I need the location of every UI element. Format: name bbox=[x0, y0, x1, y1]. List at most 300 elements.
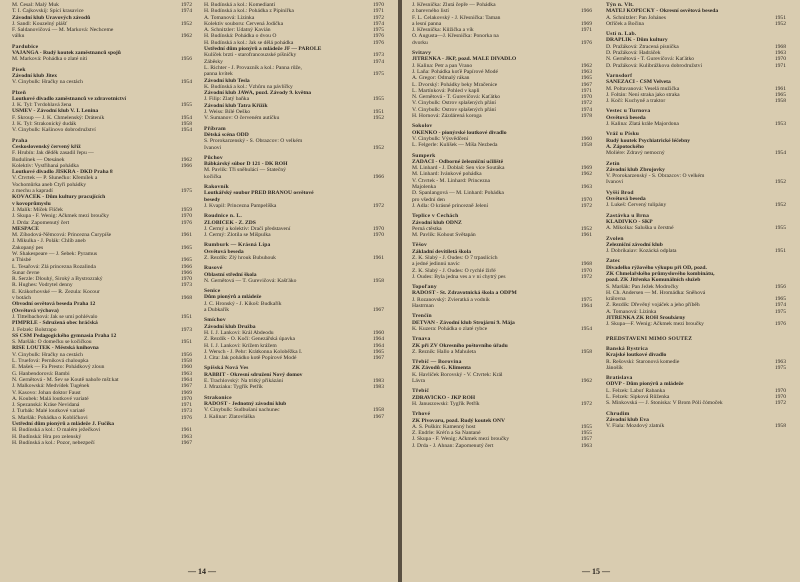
entry-text: S. Maršák: Pan Ježek Modročky bbox=[606, 283, 679, 290]
entry-year: 1955 bbox=[372, 96, 384, 103]
entry-text: T. I. Čajkovskij: Spící krasavice bbox=[12, 8, 84, 15]
entry-text: Závodní klub Uravových závodů bbox=[12, 14, 91, 21]
entry-year: 1970 bbox=[180, 213, 192, 220]
entry-text: besedy bbox=[204, 196, 221, 203]
entry-year: 1962 bbox=[580, 62, 592, 69]
entry-text: J. C. Hronský - J. Kikoš: Budkařík bbox=[204, 300, 282, 307]
entry-text: Dětská scéna ODD bbox=[204, 131, 249, 138]
entry-text: R. Šerzle: Dlouhý, Široký a Bystrozraký bbox=[12, 276, 103, 283]
entry-text: S. Maršák: O domečku se kočičkou bbox=[12, 339, 92, 346]
entry-year: 1951 bbox=[180, 339, 192, 346]
entry-text: Základní devítiletá škola bbox=[412, 248, 472, 255]
entry-text: Roudnice n. L. bbox=[204, 213, 242, 220]
entry-text: M. Linhard: Ivánkové pohádka bbox=[412, 171, 482, 178]
entry-year: 1975 bbox=[372, 27, 384, 34]
entry-text: J. Čermý a kolektiv: Dračí představení bbox=[204, 225, 291, 232]
entry-year: 1972 bbox=[180, 2, 192, 8]
entry-text: D. Spanlangová — M. Linhard: Pohádka bbox=[412, 190, 504, 197]
entry-year: 1965 bbox=[774, 296, 786, 303]
entry-year: 1958 bbox=[774, 423, 786, 430]
entry-text: kočička bbox=[204, 173, 222, 180]
entry-text: Závodní klub Eva bbox=[606, 416, 649, 423]
entry-text: a Dubkařík bbox=[204, 307, 230, 314]
entry-text: J. Kalina: Zlatá krále Majordona bbox=[606, 121, 679, 128]
entry-year: 1955 bbox=[774, 225, 786, 232]
entry-text: válku bbox=[12, 33, 25, 40]
entry-text: J. Cita: Jak pohádko kotě Popírové Modé bbox=[204, 355, 297, 362]
entry-year: 1976 bbox=[372, 33, 384, 40]
entry-text: Majolenka bbox=[412, 184, 436, 191]
entry-text: Závodní klub ODNZ bbox=[412, 219, 462, 226]
entry-text: ZK při ZV Okresního poštovního úřadu bbox=[412, 342, 508, 349]
entry-text: Vestec u Turnova bbox=[606, 108, 651, 115]
entry-text: Strakonice bbox=[204, 394, 232, 401]
entry-year: 1973 bbox=[180, 282, 192, 289]
entry-text: Ústřední dům pionýrů a mládeže J. Fučíka bbox=[12, 421, 115, 427]
entry-text: v kovoprůmyslu bbox=[12, 200, 51, 207]
entry-text: J. Malík: Míček Flíček bbox=[12, 206, 63, 213]
entry-text: J. Skupa - F. Wenig: Ačkmek mezi broučky bbox=[412, 436, 510, 443]
entry-text: Banská Bystrica bbox=[606, 345, 649, 352]
entry-year: 1967 bbox=[180, 439, 192, 446]
entry-text: J. Kočí: Kuchyně a traktor bbox=[606, 98, 666, 105]
entry-text: Závodní klub JAWA, pozd. Závody 9. května bbox=[204, 90, 312, 97]
entry-text: K. Havlíček Borovský - V. Čtvrtek: Král bbox=[412, 371, 503, 378]
entry-year: 1958 bbox=[580, 348, 592, 355]
entry-year: 1973 bbox=[180, 408, 192, 415]
entry-year: 1952 bbox=[774, 202, 786, 209]
entry-text: Chrudim bbox=[606, 410, 630, 417]
entry-text: Senice bbox=[204, 288, 221, 295]
left-column-2 bbox=[204, 2, 384, 420]
entry-year: 1952 bbox=[180, 20, 192, 27]
entry-year: 1952 bbox=[372, 115, 384, 122]
right-column-1 bbox=[412, 2, 592, 449]
entry-text: Moliére: Zdravý nemocný bbox=[606, 150, 665, 157]
entry-text: Hastrman bbox=[412, 303, 434, 310]
entry-year: 1966 bbox=[180, 269, 192, 276]
entry-text: Topoľany bbox=[412, 284, 437, 291]
entry-year: 1966 bbox=[180, 162, 192, 169]
entry-text: J. Turbák: Malé loutkové variaté bbox=[12, 408, 85, 415]
entry-year: 1956 bbox=[774, 283, 786, 290]
entry-text: A. Mikolka: Saluška u čerstné bbox=[606, 225, 674, 232]
entry-year: 1952 bbox=[372, 144, 384, 151]
entry-text: Československý červený kříž bbox=[12, 143, 81, 150]
entry-text: Příbram bbox=[204, 125, 226, 132]
entry-text: J. Kalina: Petr a pan Vrano bbox=[412, 62, 473, 69]
entry-year: 1972 bbox=[580, 273, 592, 280]
entry-text: A. S. Puškin: Kamenný host bbox=[412, 423, 476, 430]
entry-text: J. Weiss: Bílé Oeško bbox=[204, 109, 251, 116]
entry-year: 1960 bbox=[180, 364, 192, 371]
entry-text: H. Ch. Andersen — M. Hromádka: Sněhová bbox=[606, 289, 706, 296]
entry-year: 1970 bbox=[372, 232, 384, 239]
entry-text: Trnava bbox=[412, 336, 431, 343]
entry-text: Z. Endrle: Kréťn a Sa Nantané bbox=[412, 430, 481, 437]
entry-year: 1969 bbox=[580, 165, 592, 172]
entry-text: Týn n. Vlt. bbox=[606, 2, 634, 8]
entry-year: 1975 bbox=[180, 188, 192, 195]
entry-year: 1954 bbox=[580, 325, 592, 332]
entry-text: M. Poltavanová: Veselá mužička bbox=[606, 85, 680, 92]
entry-year: 1974 bbox=[180, 8, 192, 15]
entry-text: Zetín bbox=[606, 160, 620, 167]
entry-text: Osvětová beseda bbox=[606, 196, 646, 203]
entry-year: 1965 bbox=[774, 91, 786, 98]
entry-year: 1976 bbox=[774, 321, 786, 328]
entry-text: H. Budínská: Pohádka o dvou O bbox=[204, 33, 277, 40]
entry-year: 1963 bbox=[774, 50, 786, 57]
entry-text: RISE LOUTEK - Městská knihovna bbox=[12, 345, 99, 352]
entry-text: N. Gernětová - M. Šev se Koutě nahoře mšt:kat bbox=[12, 376, 119, 383]
entry-year: 1974 bbox=[580, 106, 592, 113]
entry-year: 1954 bbox=[180, 114, 192, 121]
entry-text: L. Felzek: Labuť Rabanka bbox=[606, 387, 665, 394]
entry-year: 1964 bbox=[372, 336, 384, 343]
entry-text: J. Křesnička: Kůžička a vík bbox=[412, 27, 474, 34]
entry-text: pozd. ZK Jitřenka Komunálních služeb bbox=[606, 277, 701, 284]
entry-year: 1967 bbox=[580, 81, 592, 88]
entry-text: z mechu a kapradí bbox=[12, 188, 53, 195]
entry-text: L. Truefová: Perníková chaloupka bbox=[12, 358, 89, 365]
entry-year: 1952 bbox=[774, 179, 786, 186]
entry-text: Kolektiv souboru: Červená Jodička bbox=[204, 20, 284, 27]
entry-year: 1968 bbox=[180, 295, 192, 302]
entry-year: 1970 bbox=[180, 395, 192, 402]
entry-text: Závodní klub Družba bbox=[204, 323, 256, 330]
entry-year: 1952 bbox=[580, 225, 592, 232]
entry-year: 1954 bbox=[180, 79, 192, 86]
entry-text: J. Adla: O krásné princezně Jelení bbox=[412, 202, 489, 209]
entry-text: J. Felzek: Bolstrapo bbox=[12, 326, 57, 333]
entry-text: DETVAN - Závodní klub Strojární 9. Mája bbox=[412, 319, 515, 326]
entry-text: D. Pražáková: Kulibrážkova dobrodružství bbox=[606, 62, 702, 69]
entry-text: ZLOBÍČEK - Z. ZDS bbox=[204, 219, 256, 226]
entry-year: 1974 bbox=[372, 58, 384, 65]
entry-year: 1965 bbox=[180, 244, 192, 251]
entry-text: Ivanovi bbox=[606, 179, 624, 186]
entry-text: Smíchov bbox=[204, 317, 226, 324]
entry-text: Vochomůrka aneb Čtyři pohádky bbox=[12, 181, 86, 188]
entry-year: 1971 bbox=[580, 87, 592, 94]
entry-text: E. Mašek — Fa Presto: Pohádkový zloun bbox=[12, 364, 105, 371]
entry-text: M. Zíhodová-Němcová: Princezna Čurypíše bbox=[12, 232, 112, 239]
entry-text: V. Prorokarzenský - S. Obrazcov: O velkém bbox=[606, 173, 705, 180]
entry-text: M. Pavlík: Kohout Světapán bbox=[412, 232, 476, 239]
entry-year: 1975 bbox=[372, 71, 384, 78]
entry-year: 1963 bbox=[580, 442, 592, 449]
entry-text: Z. Rezdík - O. Kočí: Genezářská úpavka bbox=[204, 336, 296, 343]
entry-text: E. Trachlovský: Na tritký přikázání bbox=[204, 378, 284, 385]
entry-text: OKENKO - pionýrské loutkové divadlo bbox=[412, 129, 507, 136]
entry-text: JITŘENKA ZK ROH Šroubárny bbox=[606, 315, 686, 322]
entry-year: 1973 bbox=[372, 52, 384, 59]
entry-text: H. I. J. Lankovi: Král Abdeodu bbox=[204, 329, 274, 336]
entry-year: 1960 bbox=[580, 135, 592, 142]
entry-year: 1966 bbox=[180, 263, 192, 270]
entry-year: 1958 bbox=[774, 98, 786, 105]
entry-year: 1971 bbox=[580, 27, 592, 34]
entry-text: z barevného listí bbox=[412, 8, 449, 15]
entry-year: 1966 bbox=[372, 173, 384, 180]
entry-text: J. Mikulka - J. Polák: Chlíb aneb bbox=[12, 238, 86, 245]
entry-year: 1962 bbox=[580, 378, 592, 385]
entry-year: 1973 bbox=[180, 326, 192, 333]
entry-year: 1961 bbox=[774, 85, 786, 92]
entry-text: Vráž u Písku bbox=[606, 131, 640, 138]
entry-text: L. Tesařová: Zlá princezna Rozalinda bbox=[12, 263, 96, 270]
entry-text: V. Fiala: Mozdový zlatník bbox=[606, 423, 665, 430]
entry-year: 1963 bbox=[180, 433, 192, 440]
entry-year: 1962 bbox=[580, 171, 592, 178]
entry-text: S. Minkovská — J. Stoniska: V Brom Pólí čómoček bbox=[606, 400, 723, 407]
entry-text: Loutkářský soubor PŘED BRANOU osvětové bbox=[204, 190, 314, 197]
entry-text: Loutkové divadlo JISKRA - DKD Praha 8 bbox=[12, 169, 113, 176]
entry-text: RABBIT - Okresní sdružení Nový domov bbox=[204, 371, 303, 378]
entry-text: V. Cinybulk: Ostrov splašených přání bbox=[412, 100, 496, 107]
entry-text: A. Tomanová: Lízinka bbox=[204, 14, 255, 21]
page-right bbox=[402, 0, 800, 582]
entry-year: 1963 bbox=[580, 184, 592, 191]
entry-text: N. Gernětová - T. Gurevičová: Kaťátko bbox=[606, 56, 695, 63]
entry-text: A. Koubek: Malá loutkové variaté bbox=[12, 395, 89, 402]
entry-text: D. Pražáková: Hadráček bbox=[606, 50, 661, 57]
entry-year: 1954 bbox=[180, 127, 192, 134]
entry-text: JITŘENKA - JKP, pozd. MALÉ DIVADLO bbox=[412, 56, 517, 63]
entry-text: L. Martínková: Pohled v kapli bbox=[412, 87, 480, 94]
entry-text: VAJANGA - Rudý koutek zaměstnanců spojů bbox=[12, 50, 121, 57]
entry-year: 1958 bbox=[580, 142, 592, 149]
entry-text: (Osvětová výchova) bbox=[12, 307, 59, 314]
entry-text: Šumperk bbox=[412, 152, 436, 159]
entry-year: 1956 bbox=[180, 351, 192, 358]
entry-year: 1975 bbox=[774, 364, 786, 371]
entry-year: 1968 bbox=[580, 261, 592, 268]
entry-year: 1969 bbox=[180, 389, 192, 396]
entry-text: J. Dobrikaiav: Kozácká odplata bbox=[606, 248, 677, 255]
entry-year: 1961 bbox=[180, 232, 192, 239]
entry-year: 1972 bbox=[774, 400, 786, 407]
entry-year: 1976 bbox=[372, 39, 384, 46]
entry-text: Šunar čevne bbox=[12, 269, 40, 276]
entry-text: a Thisbé bbox=[12, 257, 32, 264]
entry-year: 1963 bbox=[580, 68, 592, 75]
entry-text: J. Oudes: Byla jedna ves a v ní chytrý pes bbox=[412, 273, 506, 280]
entry-year: 1964 bbox=[180, 376, 192, 383]
entry-text: Osvětová beseda bbox=[606, 114, 646, 121]
entry-text: V. Sumanov: O červeném autíčku bbox=[204, 115, 280, 122]
entry-text: H. Budínská a kol.: Komediantí bbox=[204, 2, 276, 8]
entry-text: a jedné jedinnú navíc bbox=[412, 261, 460, 268]
entry-year: 1983 bbox=[372, 378, 384, 385]
entry-text: Teplice v Čechách bbox=[412, 213, 459, 220]
entry-text: pro všední den bbox=[412, 196, 445, 203]
entry-text: KOVÁČEK - Dům kultury pracujících bbox=[12, 194, 106, 201]
entry-text: V. Cinybulk: Hračky na cestách bbox=[12, 351, 83, 358]
entry-year: 1963 bbox=[180, 370, 192, 377]
entry-year: 1960 bbox=[372, 329, 384, 336]
entry-year: 1971 bbox=[372, 8, 384, 15]
entry-text: Varnsdorf bbox=[606, 72, 633, 79]
entry-year: 1969 bbox=[580, 20, 592, 27]
entry-text: F. L. Čelakovský - J. Křesnička: Taman bbox=[412, 14, 501, 21]
entry-year: 1970 bbox=[774, 394, 786, 401]
page-number-right: — 15 — bbox=[582, 567, 610, 576]
entry-text: Zakopaný pes bbox=[12, 244, 44, 251]
entry-text: PŘEDSTAVENÍ MIMO SOUTĚŽ bbox=[606, 335, 693, 342]
entry-text: královna bbox=[606, 296, 626, 303]
page-left bbox=[0, 0, 398, 582]
entry-text: ZDRAVÍČKO - JKP ROH bbox=[412, 394, 476, 401]
entry-text: Rakovník bbox=[204, 184, 229, 191]
entry-year: 1967 bbox=[372, 307, 384, 314]
entry-year: 1970 bbox=[372, 225, 384, 232]
entry-text: Závodní klub Zbrojovky bbox=[606, 166, 665, 173]
entry-year: 1970 bbox=[580, 196, 592, 203]
entry-text: Praha bbox=[12, 137, 28, 144]
entry-text: USMEV - Závodní klub V. I. Lenina bbox=[12, 108, 99, 115]
entry-text: L. Felgerle: Kulíšek — Míša Nezbeda bbox=[412, 142, 498, 149]
entry-text: M. Pavlík: Tři sněhulácí — Statečný bbox=[204, 167, 286, 174]
entry-text: Trenčín bbox=[412, 313, 432, 320]
entry-text: Kulíček brzti - starofrancouzské píšničky bbox=[204, 52, 297, 59]
entry-text: S. Prorokarzenský - S. Obrazcov: O velkém bbox=[204, 138, 303, 145]
entry-text: D. Pražáková: Ztracená písnička bbox=[606, 43, 679, 50]
entry-text: H. Budínská: Hra pro zelenský bbox=[12, 433, 82, 440]
entry-text: ZK Závodů G. Klimenta bbox=[412, 365, 471, 372]
entry-text: Bábkárský súbor D 121 - DK ROH bbox=[204, 161, 288, 168]
entry-text: SS CSM Pedagogického gymnasia Praha 12 bbox=[12, 332, 117, 339]
entry-year: 1958 bbox=[180, 358, 192, 365]
entry-year: 1970 bbox=[580, 267, 592, 274]
entry-text: G. Hanbendorová: Bambi bbox=[12, 370, 70, 377]
entry-text: Budulínek — Otesánek bbox=[12, 156, 65, 163]
entry-text: Závodní klub Jitex bbox=[12, 72, 58, 79]
entry-text: Z. K. Slabý - J. Oudes: O rychlé žirřé bbox=[412, 267, 496, 274]
entry-text: RADOST - Jednotný závodní klub bbox=[204, 400, 287, 407]
entry-text: R. Rešovski: Staronová komedie bbox=[606, 358, 680, 365]
entry-text: J. Čermý: Zlotila se Mišpulka bbox=[204, 232, 271, 239]
entry-text: Dům pionýrů a mládeže bbox=[204, 294, 262, 301]
entry-year: 1964 bbox=[372, 342, 384, 349]
entry-year: 1962 bbox=[180, 156, 192, 163]
entry-text: Z. K. Slabý - J. Oudes: O 7 trpaslících bbox=[412, 254, 498, 261]
entry-year: 1976 bbox=[580, 39, 592, 46]
entry-text: SANEZACI - ČSM Velveta bbox=[606, 79, 671, 86]
entry-text: Rudý koutek Psychiatrické léčebny bbox=[606, 137, 691, 144]
entry-text: Závodní klub Tatra Křížík bbox=[204, 102, 268, 109]
entry-text: S. Maršák: Pohádka o Koblíčkovi bbox=[12, 414, 88, 421]
entry-text: Těšov bbox=[412, 242, 427, 249]
entry-text: J. Mraziaku: Tygřík Petřík bbox=[204, 384, 263, 391]
entry-text: Obvodní osvětová beseda Praha 12 bbox=[12, 301, 96, 308]
entry-year: 1972 bbox=[372, 202, 384, 209]
entry-year: 1974 bbox=[774, 302, 786, 309]
entry-text: R. Hughes: Vodrytel denny bbox=[12, 282, 73, 289]
entry-text: Rumburk — Krásná Lípa bbox=[204, 242, 271, 249]
entry-year: 1967 bbox=[372, 413, 384, 420]
entry-text: O. Augusta—J. Křesnička: Ponorka na bbox=[412, 33, 499, 40]
entry-year: 1958 bbox=[180, 121, 192, 128]
page-number-left: — 14 — bbox=[188, 567, 216, 576]
entry-year: 1970 bbox=[774, 387, 786, 394]
entry-text: V. Cinybulk: Ostrov splašených přání bbox=[412, 106, 496, 113]
entry-text: J. Rozanovský: Zvieratká a vodník bbox=[412, 296, 490, 303]
entry-text: ZADÁCI - Odborné železniční učiliště bbox=[412, 158, 504, 165]
entry-text: Osvětová beseda bbox=[204, 248, 244, 255]
entry-text: N. Gernětová — T. Gurevičová: Kašťáko bbox=[204, 277, 297, 284]
entry-text: J. Wersch - J. Pehr: Krátkonna Koloběžka I. bbox=[204, 348, 303, 355]
entry-year: 1971 bbox=[774, 62, 786, 69]
entry-text: H. Budínská a kol.: Pozor, nebezpečí bbox=[12, 439, 95, 446]
entry-text: dvorku bbox=[412, 39, 428, 46]
entry-year: 1970 bbox=[372, 2, 384, 8]
entry-text: Třebíč bbox=[412, 388, 430, 395]
entry-year: 1972 bbox=[580, 400, 592, 407]
entry-text: M. Česal: Malý Muk bbox=[12, 2, 59, 8]
entry-year: 1978 bbox=[580, 113, 592, 120]
entry-year: 1965 bbox=[180, 257, 192, 264]
entry-text: Bratislava bbox=[606, 375, 633, 382]
entry-text: E. Krákorhovské — R. Zezula: Kocour bbox=[12, 288, 100, 295]
entry-text: L. Dvorský: Pohádky beky Mračenice bbox=[412, 81, 498, 88]
entry-year: 1957 bbox=[580, 436, 592, 443]
entry-text: H. Budínská a kol.: O malém ježečkovi bbox=[12, 427, 101, 434]
entry-text: Rusové bbox=[204, 265, 223, 272]
entry-text: Zvolen bbox=[606, 235, 624, 242]
entry-text: Třebíč — Borovina bbox=[412, 359, 462, 366]
entry-year: 1962 bbox=[180, 33, 192, 40]
entry-text: K. Budínská a kol.: Vzhůru na pávlíčky bbox=[204, 83, 293, 90]
entry-year: 1976 bbox=[180, 414, 192, 421]
entry-line bbox=[412, 443, 592, 449]
entry-text: Písek bbox=[12, 66, 26, 73]
entry-text: J. Filip: Zlatý baňka bbox=[204, 96, 250, 103]
entry-text: J. Sandl: Kouzelný plášť bbox=[12, 20, 68, 27]
entry-text: H. Budínská a kol.: Jak se dělá pohádka bbox=[204, 39, 294, 46]
entry-text: Závodní klub Tesla bbox=[204, 77, 250, 84]
entry-text: Divadelko rýžového výkupu při OD, pozd. bbox=[606, 264, 707, 271]
entry-text: A. Zápotockého bbox=[606, 143, 644, 150]
entry-year: 1951 bbox=[774, 248, 786, 255]
entry-year: 1955 bbox=[180, 102, 192, 109]
entry-year: 1958 bbox=[372, 277, 384, 284]
entry-year: 1971 bbox=[180, 402, 192, 409]
entry-text: ZK Chmelařského průmyslového kombinátu, bbox=[606, 270, 715, 277]
entry-text: J. Lukeš: Červený tulipány bbox=[606, 202, 667, 209]
entry-text: DRAPLIK - Dům kultury bbox=[606, 37, 668, 44]
entry-text: PIMPRLE - Sdružená obec hráčská bbox=[12, 320, 98, 327]
entry-text: J. Laňa: Pohádka koťě Papírové Modé bbox=[412, 68, 498, 75]
entry-text: ODVP - Dům pionýrů a mládeže bbox=[606, 381, 684, 388]
entry-text: M. Linhard - J. Doblaš: Sen více Soutáka bbox=[412, 165, 505, 172]
entry-year: 1961 bbox=[180, 427, 192, 434]
entry-text: V. Cinybulk: Hračky na cestách bbox=[12, 79, 83, 86]
entry-text: ZK Pivovaru, pozd. Rudý koutek ONV bbox=[412, 417, 506, 424]
entry-text: v botách bbox=[12, 295, 32, 302]
entry-text: J. Tittelbachová: Jak se umí pohlévalo bbox=[12, 313, 98, 320]
entry-text: J. Skupa - F. Wenig: Ačkmek mezi broučky bbox=[12, 213, 110, 220]
entry-text: J. Malkowská: Medvídek Tugének bbox=[12, 383, 90, 390]
entry-text: J. Kvapil: Princezna Pampelíška bbox=[204, 202, 277, 209]
entry-year: 1976 bbox=[180, 219, 192, 226]
entry-text: J. Skupa—F. Wenig: Ačkmek mezi broučky bbox=[606, 321, 704, 328]
entry-year: 1970 bbox=[180, 276, 192, 283]
entry-year: 1966 bbox=[580, 8, 592, 15]
entry-text: Ivanovi bbox=[204, 144, 222, 151]
entry-text: J. Spezanská: Kráse Nevidaná bbox=[12, 402, 80, 409]
